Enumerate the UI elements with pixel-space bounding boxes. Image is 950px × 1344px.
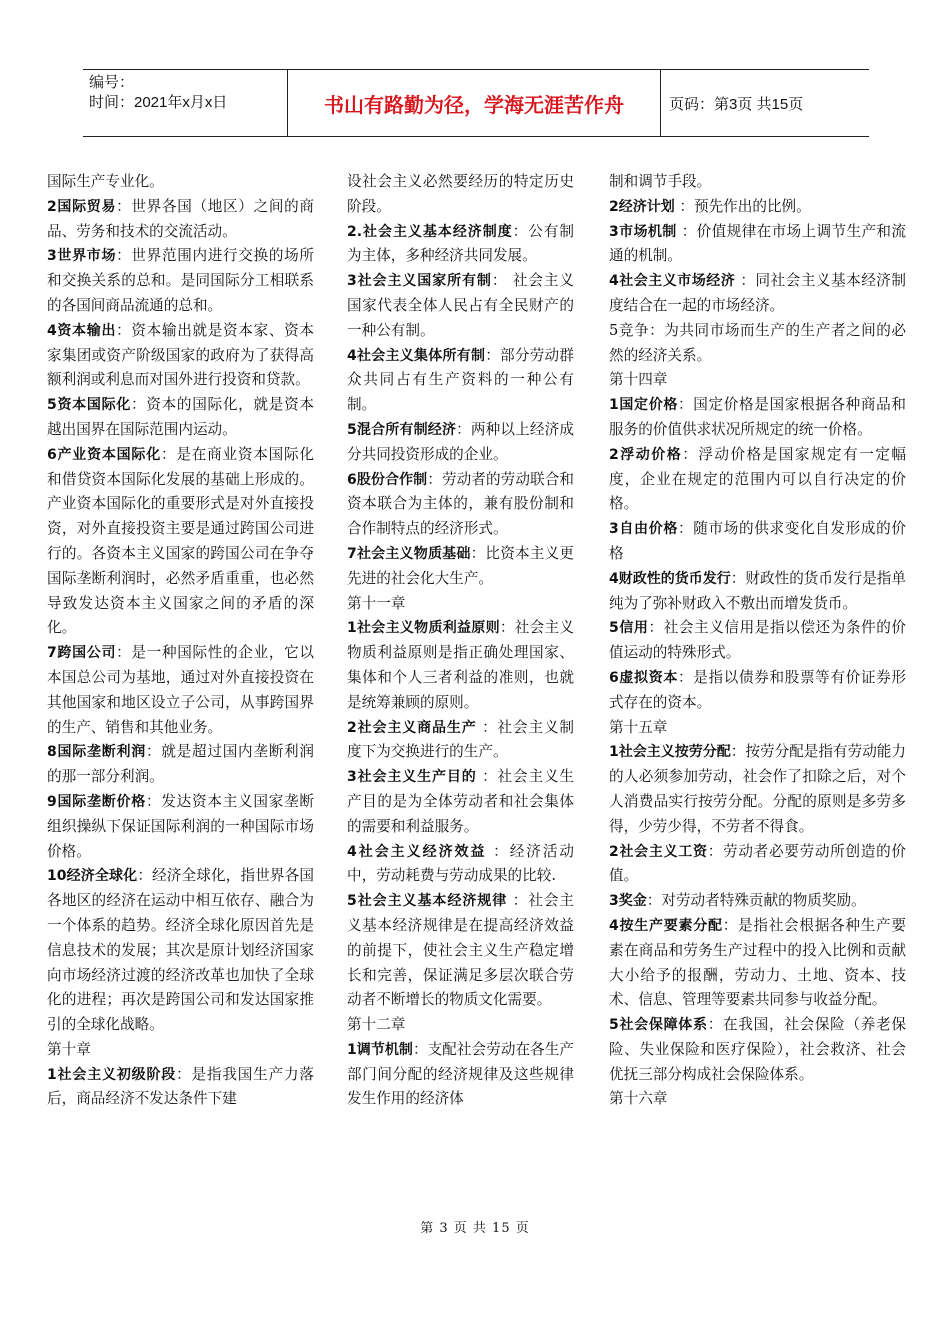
term-label: 2经济计划	[609, 198, 675, 215]
paragraph-text: ：公有制为主体，多种经济共同发展。	[347, 222, 574, 265]
paragraph-text: ：在我国，社会保险（养老保险、失业保险和医疗保险），社会救济、社会优抚三部分构成社会保险体系。	[609, 1016, 906, 1083]
paragraph-text: ：同社会主义基本经济制度结合在一起的市场经济。	[609, 272, 906, 314]
paragraph	[609, 1087, 906, 1112]
paragraph-text: 设社会主义必然要经历的特定历史阶段。	[347, 173, 574, 215]
paragraph-text: ：浮动价格是国家规定有一定幅度，企业在规定的范围内可以自行决定的价格。	[609, 445, 906, 513]
term-label: 5混合所有制经济	[347, 421, 457, 438]
paragraph	[347, 1013, 574, 1038]
paragraph-text: ：是在商业资本国际化和借贷资本国际化发展的基础上形成的。产业资本国际化的重要形式是对外直接投资，对外直接投资主要是通过跨国公司进行的。各资本主义国家的跨国公司在争夺国际垄断利润时，必然矛盾重重，也必然导致发达资本主义国家之间的矛盾的深化。	[47, 445, 314, 637]
term-label: 1社会主义初级阶段	[47, 1066, 177, 1083]
paragraph	[609, 220, 906, 270]
term-label: 9国际垄断价格	[47, 793, 146, 810]
number-label: 编号：	[89, 74, 135, 91]
term-label: 10经济全球化	[47, 868, 138, 885]
paragraph-text: ：劳动者必要劳动所创造的价值。	[609, 842, 906, 885]
paragraph	[609, 517, 906, 567]
text-column-2	[347, 170, 574, 1112]
paragraph-text: ：两种以上经济成分共同投资形成的企业。	[347, 420, 574, 463]
paragraph	[347, 616, 574, 715]
text-column-1	[47, 170, 314, 1112]
paragraph	[47, 195, 314, 245]
paragraph	[609, 368, 906, 393]
paragraph-text: ：经济活动中，劳动耗费与劳动成果的比较.	[347, 842, 574, 885]
paragraph	[347, 592, 574, 617]
paragraph-text: 第十四章	[609, 371, 668, 389]
paragraph	[609, 170, 906, 195]
paragraph	[609, 840, 906, 890]
paragraph-text: ：部分劳动群众共同占有生产资料的一种公有制。	[347, 346, 574, 414]
term-label: 8国际垄断利润	[47, 744, 146, 761]
paragraph-text: 第十六章	[609, 1090, 668, 1108]
term-label: 4社会主义市场经济	[609, 273, 736, 290]
paragraph	[609, 914, 906, 1013]
term-label: 2社会主义商品生产	[347, 719, 477, 736]
paragraph	[347, 542, 574, 592]
term-label: 4按生产要素分配	[609, 917, 723, 934]
paragraph	[347, 220, 574, 270]
paragraph-text: ：社会主义信用是指以偿还为条件的价值运动的特殊形式。	[609, 619, 906, 662]
paragraph-text: ：世界各国（地区）之间的商品、劳务和技术的交流活动。	[47, 197, 314, 240]
paragraph	[347, 468, 574, 542]
header-motto: 书山有路勤为径，学海无涯苦作舟	[288, 70, 661, 136]
paragraph-text: ：世界范围内进行交换的场所和交换关系的总和。是同国际分工相联系的各国间商品流通的总和。	[47, 247, 314, 314]
paragraph-text: ：对劳动者特殊贡献的物质奖励。	[646, 892, 866, 910]
paragraph-text: 国际生产专业化。	[47, 173, 164, 190]
paragraph	[609, 319, 906, 369]
term-label: 4社会主义经济效益	[347, 843, 487, 860]
paragraph-text: ：随市场的供求变化自发形成的价格	[609, 520, 906, 562]
paragraph	[47, 864, 314, 1038]
paragraph-text: ：经济全球化，指世界各国各地区的经济在运动中相互依存、融合为一个体系的趋势。经济全球化原因首先是信息技术的发展；其次是原计划经济国家向市场经济过渡的经济改革也加快了全球化的进程；再次是跨国公司和发达国家推引的全球化战略。	[47, 867, 314, 1034]
term-label: 7跨国公司	[47, 645, 117, 662]
term-label: 7社会主义物质基础	[347, 545, 471, 562]
term-label: 3奖金	[609, 893, 647, 910]
term-label: 4资本输出	[47, 322, 117, 339]
paragraph-text: ：支配社会劳动在各生产部门间分配的经济规律及这些规律发生作用的经济体	[347, 1040, 574, 1108]
paragraph-text: 制和调节手段。	[609, 173, 712, 190]
term-label: 4财政性的货币发行	[609, 570, 731, 587]
paragraph-text: 第十章	[47, 1040, 91, 1058]
paragraph-text: ：是指以债券和股票等有价证券形式存在的资本。	[609, 668, 906, 711]
term-label: 1调节机制	[347, 1041, 413, 1058]
paragraph-text: ：社会主义生产目的是为全体劳动者和社会集体的需要和利益服务。	[347, 768, 574, 835]
paragraph-text: ： 社会主义国家代表全体人民占有全民财产的一种公有制。	[347, 272, 574, 339]
term-label: 2国际贸易	[47, 198, 117, 215]
paragraph	[609, 1013, 906, 1087]
paragraph-text: ：是指社会根据各种生产要素在商品和劳务生产过程中的投入比例和贡献大小给予的报酬，劳动力、土地、资本、技术、信息、管理等要素共同参与收益分配。	[609, 916, 906, 1009]
paragraph	[609, 889, 906, 914]
paragraph	[347, 765, 574, 839]
paragraph	[609, 567, 906, 617]
paragraph-text: ：按劳分配是指有劳动能力的人必须参加劳动，社会作了扣除之后，对个人消费品实行按劳分配。分配的原则是多劳多得，少劳少得，不劳者不得食。	[609, 743, 906, 835]
paragraph-text: ：社会主义制度下为交换进行的生产。	[347, 718, 574, 761]
paragraph	[347, 418, 574, 468]
time-label: 时间：2021年x月x日	[89, 94, 228, 111]
paragraph	[347, 889, 574, 1013]
term-label: 5社会保障体系	[609, 1017, 708, 1034]
paragraph-text: ：社会主义物质利益原则是指正确处理国家、集体和个人三者利益的准则，也就是统筹兼顾的原则。	[347, 619, 574, 711]
header-meta	[83, 70, 288, 136]
term-label: 3社会主义国家所有制	[347, 273, 492, 290]
term-label: 2浮动价格	[609, 446, 683, 463]
paragraph	[47, 1063, 314, 1113]
term-label: 3自由价格	[609, 521, 678, 538]
paragraph	[609, 740, 906, 839]
term-label: 5社会主义基本经济规律	[347, 893, 508, 910]
paragraph-text: ：劳动者的劳动联合和资本联合为主体的，兼有股份制和合作制特点的经济形式。	[347, 470, 574, 538]
paragraph-text: ：国定价格是国家根据各种商品和服务的价值供求状况所规定的统一价格。	[609, 396, 906, 438]
paragraph	[47, 790, 314, 864]
paragraph	[347, 170, 574, 220]
paragraph-text: ：资本输出就是资本家、资本家集团或资产阶级国家的政府为了获得高额利润或利息而对国外进行投资和贷款。	[47, 321, 314, 389]
paragraph-text: ：财政性的货币发行是指单纯为了弥补财政入不敷出而增发货币。	[609, 569, 906, 612]
term-label: 5资本国际化	[47, 397, 132, 414]
paragraph-text: ：比资本主义更先进的社会化大生产。	[347, 544, 574, 587]
paragraph-text: ：是指我国生产力落后，商品经济不发达条件下建	[47, 1065, 314, 1108]
paragraph	[47, 1038, 314, 1063]
term-label: 6股份合作制	[347, 471, 428, 488]
page-header	[83, 69, 869, 137]
paragraph-text: ：价值规律在市场上调节生产和流通的机制。	[609, 222, 906, 265]
page-footer: 第 3 页 共 15 页	[420, 1221, 530, 1236]
paragraph	[609, 269, 906, 319]
paragraph-text: 5竞争：为共同市场而生产的生产者之间的必然的经济关系。	[609, 321, 906, 364]
paragraph-text: ：是一种国际性的企业，它以本国总公司为基地，通过对外直接投资在其他国家和地区设立子公司，从事跨国界的生产、销售和其他业务。	[47, 644, 314, 736]
paragraph-text: ：就是超过国内垄断利润的那一部分利润。	[47, 743, 314, 786]
paragraph	[347, 716, 574, 766]
term-label: 2.社会主义基本经济制度	[347, 223, 513, 240]
term-label: 2社会主义工资	[609, 843, 708, 860]
paragraph-text: 第十五章	[609, 718, 668, 736]
term-label: 6产业资本国际化	[47, 446, 161, 463]
paragraph-text: ：资本的国际化，就是资本越出国界在国际范围内运动。	[47, 396, 314, 438]
term-label: 3市场机制	[609, 223, 677, 240]
paragraph	[347, 840, 574, 890]
term-label: 3社会主义生产目的	[347, 769, 477, 786]
paragraph	[347, 1038, 574, 1112]
term-label: 1国定价格	[609, 397, 678, 414]
term-label: 1社会主义物质利益原则	[347, 620, 500, 637]
term-label: 3世界市场	[47, 248, 117, 265]
paragraph	[609, 195, 906, 220]
paragraph	[347, 344, 574, 418]
paragraph-text: ：社会主义基本经济规律是在提高经济效益的前提下，使社会主义生产稳定增长和完善，保证满足多层次联合劳动者不断增长的物质文化需要。	[347, 892, 574, 1009]
paragraph-text: 第十二章	[347, 1016, 406, 1034]
paragraph	[609, 443, 906, 517]
paragraph	[347, 269, 574, 343]
paragraph	[47, 393, 314, 443]
paragraph	[47, 319, 314, 393]
paragraph	[609, 716, 906, 741]
paragraph	[47, 443, 314, 641]
paragraph	[47, 170, 314, 195]
paragraph	[609, 666, 906, 716]
paragraph	[47, 641, 314, 740]
paragraph	[609, 616, 906, 666]
term-label: 4社会主义集体所有制	[347, 347, 486, 364]
paragraph-text: 第十一章	[347, 594, 406, 612]
term-label: 1社会主义按劳分配	[609, 744, 731, 761]
header-page-info: 页码：第3页 共15页	[669, 95, 804, 113]
term-label: 6虚拟资本	[609, 669, 678, 686]
paragraph	[47, 740, 314, 790]
term-label: 5信用	[609, 620, 649, 637]
text-column-3	[609, 170, 906, 1112]
paragraph-text: ：预先作出的比例。	[674, 197, 811, 215]
paragraph	[47, 244, 314, 318]
paragraph	[609, 393, 906, 443]
paragraph-text: ：发达资本主义国家垄断组织操纵下保证国际利润的一种国际市场价格。	[47, 792, 314, 860]
